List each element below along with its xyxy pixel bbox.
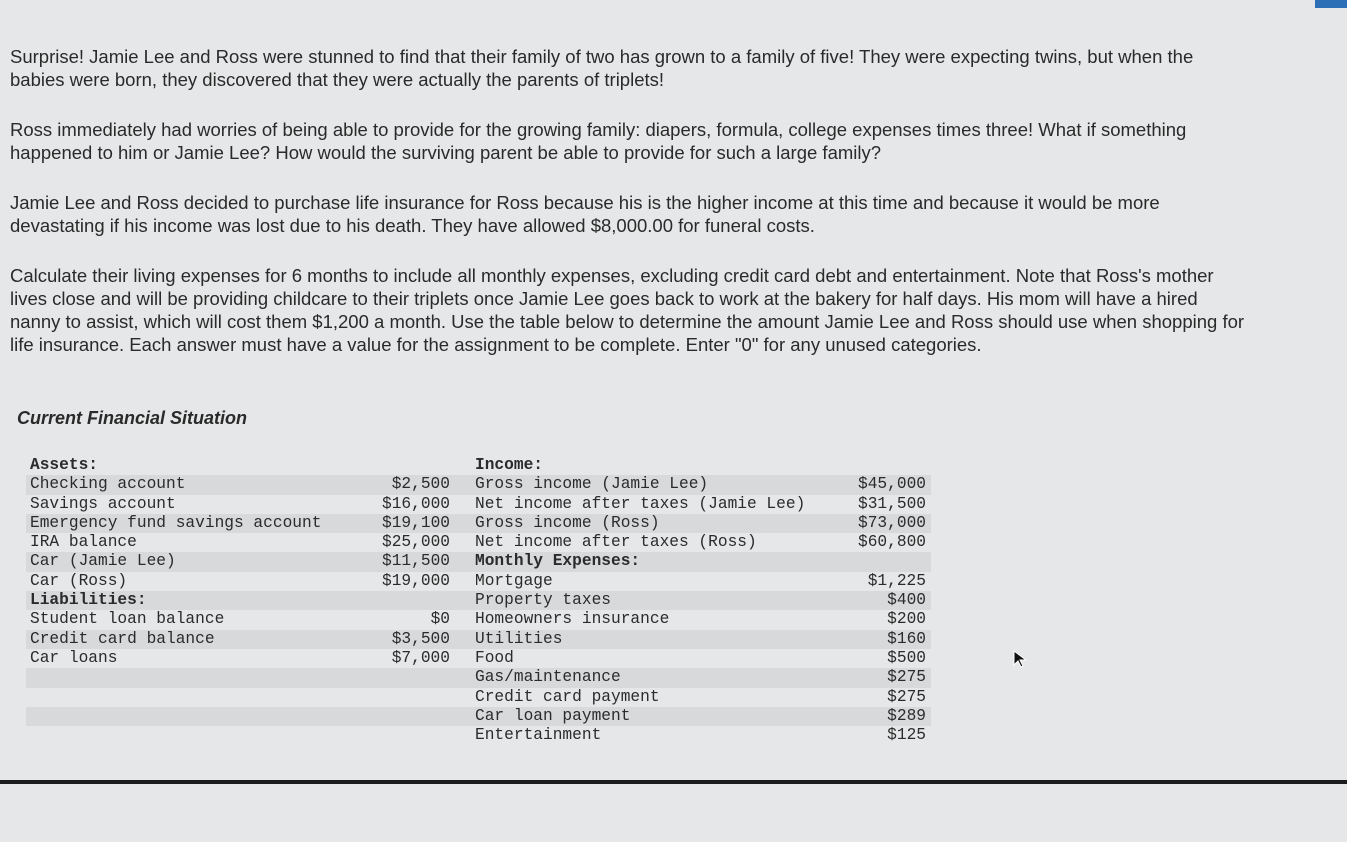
table-row	[26, 688, 931, 707]
asset-label: IRA balance	[30, 533, 137, 552]
expense-value: $1,225	[867, 571, 926, 590]
liability-label: Student loan balance	[30, 610, 225, 629]
expense-value: $160	[887, 629, 926, 648]
expense-label: Food	[475, 648, 514, 667]
asset-value: $16,000	[382, 494, 450, 513]
liability-value: $3,500	[391, 629, 450, 648]
income-label: Net income after taxes (Jamie Lee)	[475, 494, 806, 513]
income-value: $31,500	[858, 494, 926, 513]
expense-value: $500	[887, 648, 926, 667]
income-value: $60,800	[858, 533, 926, 552]
table-row	[26, 610, 931, 629]
expense-label: Property taxes	[475, 591, 611, 610]
table-row	[26, 533, 931, 552]
table-row	[26, 514, 931, 533]
expense-label: Car loan payment	[475, 706, 631, 725]
window-corner-tab	[1315, 0, 1347, 8]
intro-paragraph: Surprise! Jamie Lee and Ross were stunned to find that their family of two has grown to a family of five! They were expecting twins, but when the babies were born, they discovered that they were actually the parents of triplets!	[10, 46, 1194, 90]
liabilities-heading: Liabilities:	[30, 591, 147, 610]
expense-label: Homeowners insurance	[475, 610, 670, 629]
table-row	[26, 495, 931, 514]
expense-value: $400	[887, 591, 926, 610]
table-row	[26, 456, 931, 475]
income-label: Net income after taxes (Ross)	[475, 533, 757, 552]
table-row	[26, 726, 931, 745]
asset-value: $25,000	[382, 533, 450, 552]
expense-label: Credit card payment	[475, 687, 660, 706]
liability-value: $0	[430, 610, 450, 629]
expense-value: $275	[887, 668, 926, 687]
asset-label: Car (Ross)	[30, 571, 128, 590]
asset-label: Car (Jamie Lee)	[30, 552, 176, 571]
income-value: $73,000	[858, 513, 926, 532]
income-value: $45,000	[858, 475, 926, 494]
expense-value: $200	[887, 610, 926, 629]
table-row	[26, 630, 931, 649]
income-label: Gross income (Ross)	[475, 513, 660, 532]
section-heading: Current Financial Situation	[17, 408, 248, 428]
asset-value: $11,500	[382, 552, 450, 571]
asset-label: Checking account	[30, 475, 186, 494]
asset-value: $19,000	[382, 571, 450, 590]
table-row	[26, 572, 931, 591]
table-row	[26, 591, 931, 610]
insurance-decision-paragraph: Jamie Lee and Ross decided to purchase life insurance for Ross because his is the higher income at this time and because it would be more devastating if his income was lost due to his death. They have allowed $8,000.00 for funeral costs.	[10, 192, 1160, 236]
table-row	[26, 475, 931, 494]
instructions-paragraph: Calculate their living expenses for 6 months to include all monthly expenses, excluding credit card debt and entertainment. Note that Ross's mother lives close and will be providing childcare to their triplets once Jamie Lee goes back to work at the bakery for half days. His mom will have a hired nanny to assist, which will cost them $1,200 a month. Use the table below to determine the amount Jamie Lee and Ross should use when shopping for life insurance. Each answer must have a value for the assignment to be complete. Enter "0" for any unused categories.	[10, 265, 1245, 355]
expense-label: Utilities	[475, 629, 563, 648]
table-row	[26, 649, 931, 668]
monthly-expenses-heading: Monthly Expenses:	[475, 552, 641, 571]
liability-label: Car loans	[30, 648, 118, 667]
asset-value: $2,500	[391, 475, 450, 494]
financial-table	[26, 456, 931, 745]
mouse-pointer-icon	[1012, 650, 1028, 673]
liability-label: Credit card balance	[30, 629, 215, 648]
table-row	[26, 668, 931, 687]
expense-label: Gas/maintenance	[475, 668, 621, 687]
expense-label: Mortgage	[475, 571, 553, 590]
worries-paragraph: Ross immediately had worries of being able to provide for the growing family: diapers, formula, college expenses times three! What if something happened to him or Jamie Lee? How would the surviving parent be able to provide for such a large family?	[10, 119, 1187, 163]
asset-label: Emergency fund savings account	[30, 513, 322, 532]
table-row	[26, 707, 931, 726]
table-row	[26, 552, 931, 571]
income-heading: Income:	[475, 456, 543, 474]
liability-value: $7,000	[391, 648, 450, 667]
assets-heading: Assets:	[30, 456, 98, 474]
bottom-edge-bar	[0, 780, 1347, 784]
expense-value: $289	[887, 706, 926, 725]
expense-value: $275	[887, 687, 926, 706]
asset-value: $19,100	[382, 513, 450, 532]
expense-value: $125	[887, 726, 926, 745]
income-label: Gross income (Jamie Lee)	[475, 475, 709, 494]
expense-label: Entertainment	[475, 726, 602, 745]
asset-label: Savings account	[30, 494, 176, 513]
